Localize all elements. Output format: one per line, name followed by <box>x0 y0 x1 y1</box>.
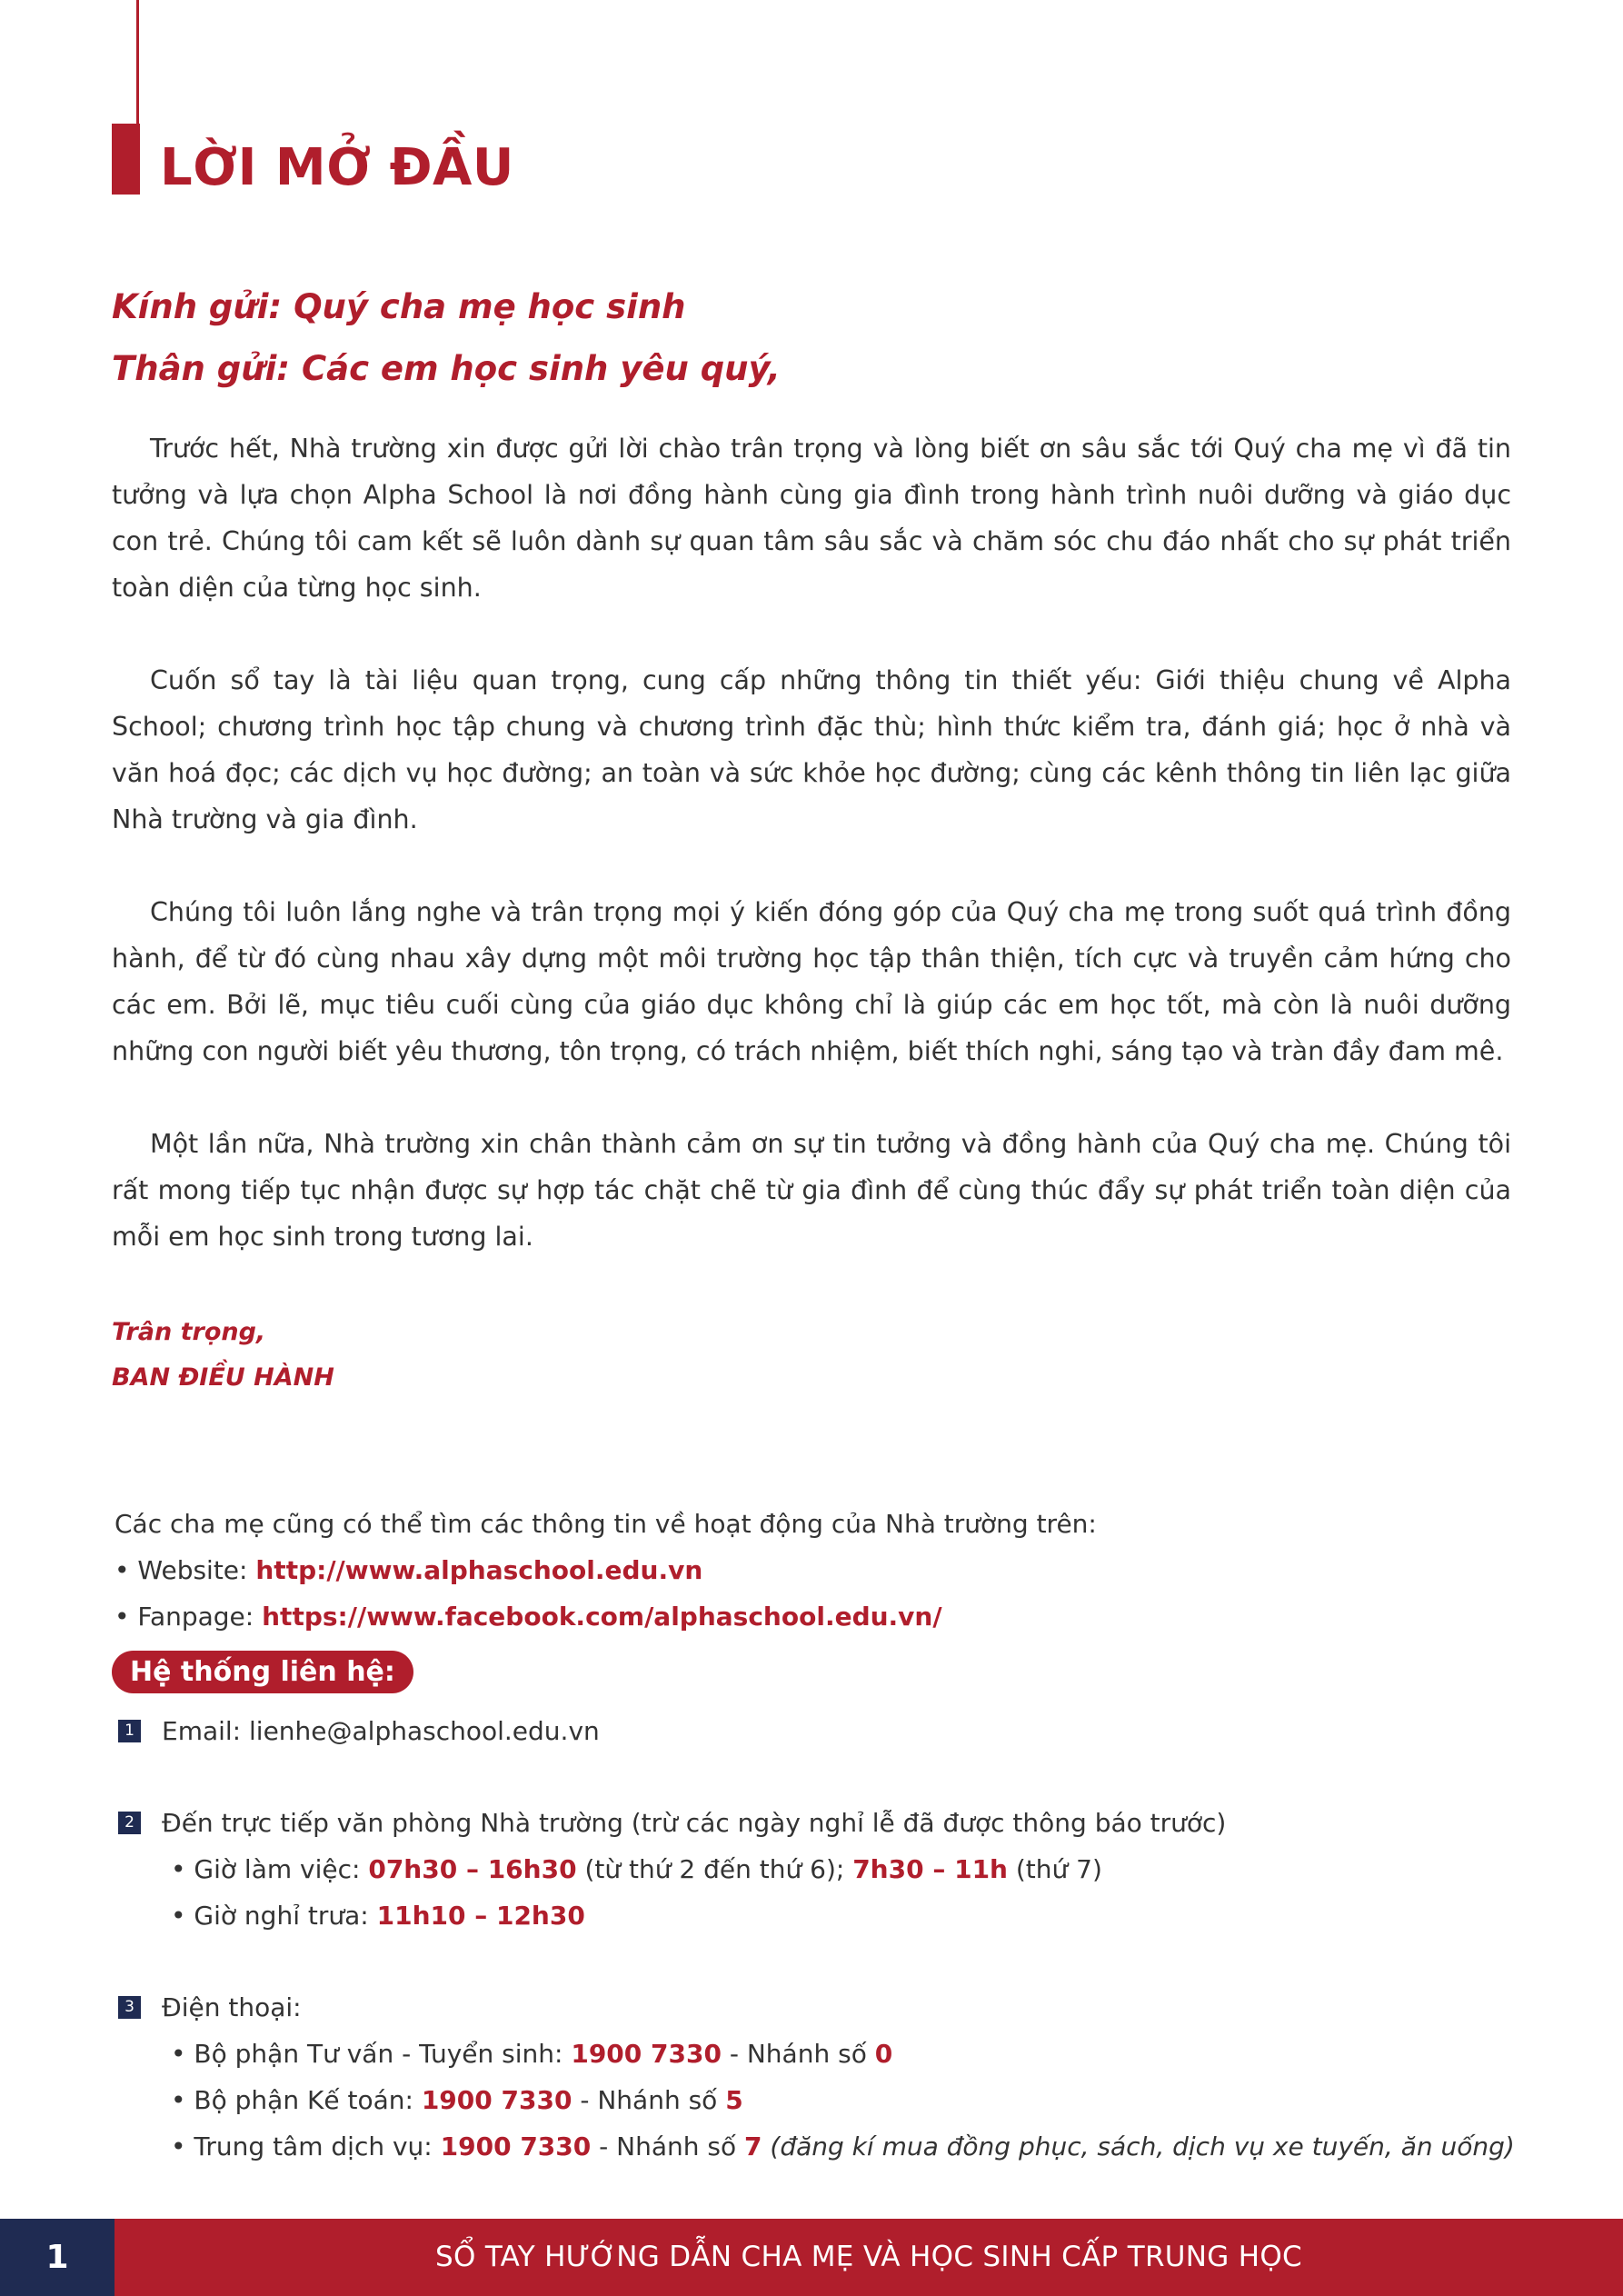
phone-number[interactable]: 1900 7330 <box>440 2131 592 2161</box>
saturday-hours: 7h30 – 11h <box>852 1854 1008 1884</box>
contact-office: Đến trực tiếp văn phòng Nhà trường (trừ các ngày nghỉ lễ đã được thông báo trước) <box>162 1808 1227 1838</box>
lunch-break: • Giờ nghỉ trưa: 11h10 – 12h30 <box>171 1901 585 1931</box>
fanpage-label: • Fanpage: <box>115 1602 263 1632</box>
services-note: (đăng kí mua đồng phục, sách, dịch vụ xe tuyến, ăn uống) <box>762 2131 1515 2161</box>
salutation-students: Thân gửi: Các em học sinh yêu quý, <box>112 349 781 388</box>
phone-extension: 0 <box>874 2039 893 2069</box>
fanpage-link[interactable]: https://www.facebook.com/alphaschool.edu.vn/ <box>262 1602 942 1632</box>
office-hours: • Giờ làm việc: 07h30 – 16h30 (từ thứ 2 đến thứ 6); 7h30 – 11h (thứ 7) <box>171 1854 1102 1884</box>
contact-number-badge: 3 <box>118 1996 141 2019</box>
phone-extension: 5 <box>725 2085 743 2115</box>
page-footer <box>0 2219 1623 2296</box>
website-label: • Website: <box>115 1555 256 1585</box>
phone-extension: 7 <box>744 2131 762 2161</box>
intro-paragraph-1: Trước hết, Nhà trường xin được gửi lời chào trân trọng và lòng biết ơn sâu sắc tới Quý cha mẹ vì đã tin tưởng và lựa chọn Alpha School là nơi đồng hành cùng gia đình trong hành trình nuôi dưỡng và giáo dục con trẻ. Chúng tôi cam kết sẽ luôn dành sự quan tâm sâu sắc và chăm sóc chu đáo nhất cho sự phát triển toàn diện của từng học sinh. <box>112 434 1511 603</box>
phone-line-accounting: • Bộ phận Kế toán: 1900 7330 - Nhánh số 5 <box>171 2085 743 2115</box>
contact-phone: Điện thoại: <box>162 1992 302 2022</box>
contact-heading-badge: Hệ thống liên hệ: <box>112 1651 413 1693</box>
signature-board: BAN ĐIỀU HÀNH <box>112 1363 334 1392</box>
phone-number[interactable]: 1900 7330 <box>571 2039 722 2069</box>
page-title: LỜI MỞ ĐẦU <box>160 138 514 197</box>
title-accent-bar <box>112 124 140 195</box>
fanpage-line <box>115 1593 942 1640</box>
intro-paragraph-2: Cuốn sổ tay là tài liệu quan trọng, cung cấp những thông tin thiết yếu: Giới thiệu chung về Alpha School; chương trình học tập chung và chương trình đặc thù; hình thức kiểm tra, đánh giá; học ở nhà và văn hoá đọc; các dịch vụ học đường; an toàn và sức khỏe học đường; cùng các kênh thông tin liên lạc giữa Nhà trường và gia đình. <box>112 665 1511 834</box>
signature-closing: Trân trọng, <box>112 1318 266 1346</box>
salutation-parents: Kính gửi: Quý cha mẹ học sinh <box>112 287 686 326</box>
website-line <box>115 1547 702 1593</box>
lunch-hours: 11h10 – 12h30 <box>376 1901 585 1931</box>
info-intro: Các cha mẹ cũng có thể tìm các thông tin về hoạt động của Nhà trường trên: <box>115 1509 1097 1539</box>
phone-number[interactable]: 1900 7330 <box>421 2085 573 2115</box>
intro-paragraph-3: Chúng tôi luôn lắng nghe và trân trọng mọi ý kiến đóng góp của Quý cha mẹ trong suốt quá trình đồng hành, để từ đó cùng nhau xây dựng một môi trường học tập thân thiện, tích cực và truyền cảm hứng cho các em. Bởi lẽ, mục tiêu cuối cùng của giáo dục không chỉ là giúp các em học tốt, mà còn là nuôi dưỡng những con người biết yêu thương, tôn trọng, có trách nhiệm, biết thích nghi, sáng tạo và tràn đầy đam mê. <box>112 897 1511 1066</box>
website-link[interactable]: http://www.alphaschool.edu.vn <box>255 1555 703 1585</box>
contact-number-badge: 1 <box>118 1720 141 1742</box>
intro-paragraph-4: Một lần nữa, Nhà trường xin chân thành cảm ơn sự tin tưởng và đồng hành của Quý cha mẹ. Chúng tôi rất mong tiếp tục nhận được sự hợp tác chặt chẽ từ gia đình để cùng thúc đẩy sự phát triển toàn diện của mỗi em học sinh trong tương lai. <box>112 1129 1511 1252</box>
contact-number-badge: 2 <box>118 1812 141 1834</box>
weekday-hours: 07h30 – 16h30 <box>368 1854 577 1884</box>
phone-line-services: • Trung tâm dịch vụ: 1900 7330 - Nhánh số 7 (đăng kí mua đồng phục, sách, dịch vụ xe tuyến, ăn uống) <box>171 2131 1515 2161</box>
phone-line-admissions: • Bộ phận Tư vấn - Tuyển sinh: 1900 7330 - Nhánh số 0 <box>171 2039 893 2069</box>
page-number: 1 <box>0 2219 115 2296</box>
footer-title: SỔ TAY HƯỚNG DẪN CHA MẸ VÀ HỌC SINH CẤP TRUNG HỌC <box>115 2219 1623 2296</box>
contact-email: Email: lienhe@alphaschool.edu.vn <box>162 1716 600 1746</box>
